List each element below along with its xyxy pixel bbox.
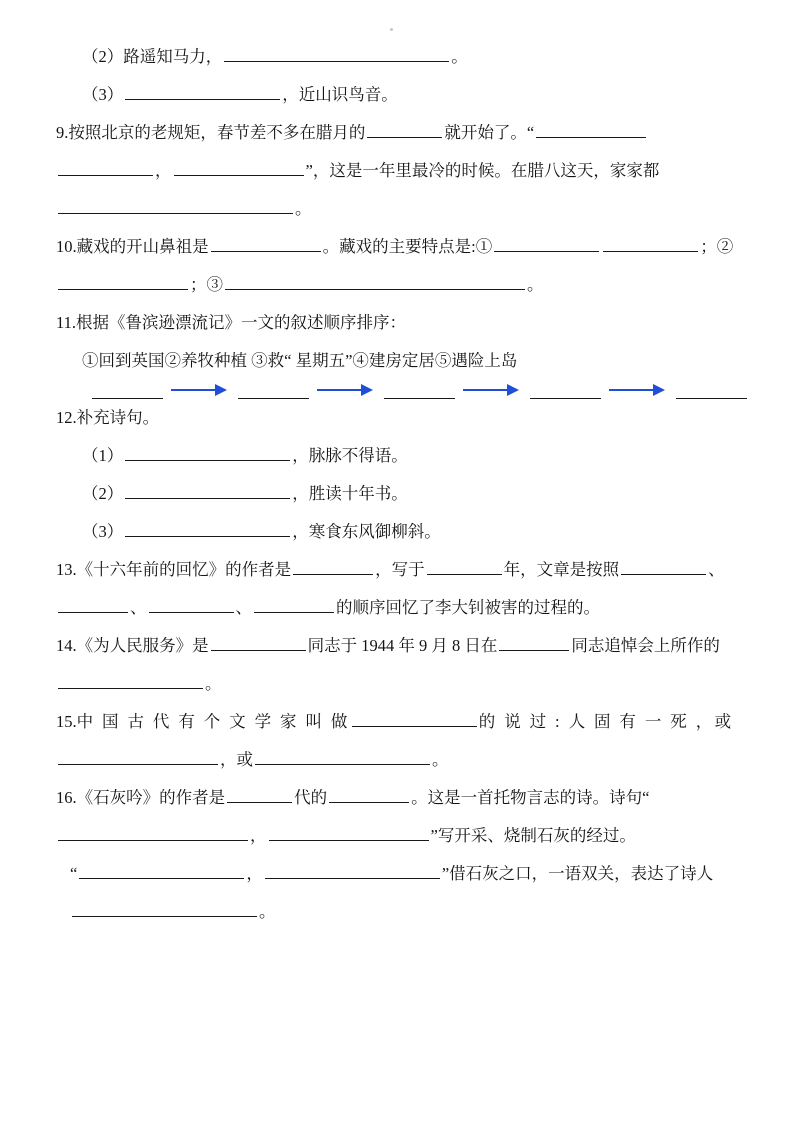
question-9-text-3: ， [155,161,172,180]
question-16-continued [56,855,747,931]
answer-blank[interactable] [352,710,477,728]
arrow-right-icon [609,382,668,398]
question-16-text-8: ”借石灰之口，一语双关，表达了诗人 [441,864,714,883]
answer-blank[interactable] [494,235,599,253]
question-2-suffix: 。 [451,47,468,66]
answer-blank[interactable] [269,824,429,842]
answer-blank[interactable] [125,83,280,101]
question-10-text-5: 。 [527,275,544,294]
answer-blank[interactable] [603,235,698,253]
answer-blank[interactable] [329,786,409,804]
question-2-line [56,38,747,76]
question-12-sub-1 [56,437,747,475]
question-10 [56,228,747,304]
question-14-number: 14. [56,636,77,655]
answer-blank[interactable] [293,558,373,576]
answer-blank[interactable] [227,786,292,804]
answer-blank[interactable] [125,444,290,462]
question-16-text-5: ”写开采、烧制石灰的经过。 [430,826,636,845]
question-9-text-1: 按照北京的老规矩，春节差不多在腊月的 [68,123,366,142]
answer-blank[interactable] [265,862,440,880]
question-10-text-4: ；③ [190,275,223,294]
sub-label: （3） [82,522,124,541]
order-slot-5[interactable] [676,380,747,399]
question-15-text-4: 。 [432,750,449,769]
question-10-text-1: 藏戏的开山鼻祖是 [76,237,209,256]
question-16-text-4: ， [250,826,267,845]
question-11-options-text: ①回到英国②养牧种植 ③救“ 星期五”④建房定居⑤遇险上岛 [82,351,518,370]
answer-blank[interactable] [536,121,646,139]
question-16-number: 16. [56,788,77,807]
question-16-text-3: 。这是一首托物言志的诗。诗句“ [411,788,650,807]
question-12-title [56,399,747,437]
sub-label: （2） [82,484,124,503]
answer-blank[interactable] [174,159,304,177]
question-12-number: 12. [56,408,77,427]
question-14-text-2: 同志于 1944 年 9 月 8 日在 [307,636,498,655]
question-10-text-2: 。藏戏的主要特点是:① [322,237,493,256]
question-9-text-2: 就开始了。“ [444,123,535,142]
order-slot-1[interactable] [92,380,163,399]
question-16-text-2: 代的 [294,788,328,807]
answer-blank[interactable] [224,45,449,63]
sub-text: ，胜读十年书。 [292,484,408,503]
answer-blank[interactable] [499,634,569,652]
question-9-text-5: 。 [295,199,312,218]
question-16-text-6: “ [70,864,78,883]
question-16-text-1: 《石灰吟》的作者是 [76,788,226,807]
question-3-line [56,76,747,114]
question-15-text-1: 中 国 古 代 有 个 文 学 家 叫 做 [76,712,350,731]
question-15-number: 15. [56,712,77,731]
question-11-title [56,304,747,342]
answer-blank[interactable] [211,634,306,652]
question-11-options [56,342,747,380]
answer-blank[interactable] [79,862,244,880]
question-9 [56,114,747,228]
order-slot-4[interactable] [530,380,601,399]
question-14 [56,627,747,703]
order-slot-2[interactable] [238,380,309,399]
answer-blank[interactable] [427,558,502,576]
arrow-right-icon [463,382,522,398]
question-10-text-3: ；② [700,237,734,256]
question-12-sub-3 [56,513,747,551]
answer-blank[interactable] [58,824,248,842]
answer-blank[interactable] [125,482,290,500]
question-15-text-3: ，或 [220,750,253,769]
question-11-number: 11. [56,313,77,332]
answer-blank[interactable] [621,558,706,576]
sub-text: ，寒食东风御柳斜。 [292,522,441,541]
order-slot-3[interactable] [384,380,455,399]
question-13-text-2: ，写于 [375,560,425,579]
question-16-text-9: 。 [259,902,276,921]
question-12-sub-2 [56,475,747,513]
question-11-text: 根据《鲁滨逊漂流记》一文的叙述顺序排序： [76,313,407,332]
question-13-text-7: 的顺序回忆了李大钊被害的过程的。 [336,598,600,617]
answer-blank[interactable] [125,520,290,538]
question-12-text: 补充诗句。 [76,408,160,427]
question-3-prefix: （3） [82,85,124,104]
answer-blank[interactable] [58,748,218,766]
answer-blank[interactable] [255,748,430,766]
question-9-number: 9. [56,123,69,142]
question-13-text-6: 、 [235,598,252,617]
question-13-text-4: 、 [708,560,725,579]
sub-text: ，脉脉不得语。 [292,446,408,465]
question-13-text-1: 《十六年前的回忆》的作者是 [76,560,292,579]
answer-blank[interactable] [254,596,334,614]
answer-blank[interactable] [58,273,188,291]
answer-blank[interactable] [211,235,321,253]
question-2-prefix: （2）路遥知马力， [82,47,223,66]
answer-blank[interactable] [367,121,442,139]
question-16 [56,779,747,855]
question-13-text-5: 、 [130,598,147,617]
question-10-number: 10. [56,237,77,256]
answer-blank[interactable] [225,273,525,291]
question-3-suffix: ，近山识鸟音。 [282,85,398,104]
question-13 [56,551,747,627]
question-13-text-3: 年，文章是按照 [503,560,620,579]
question-9-text-4: ”，这是一年里最冷的时候。在腊八这天，家家都 [305,161,660,180]
question-13-number: 13. [56,560,77,579]
question-14-text-1: 《为人民服务》是 [76,636,209,655]
answer-blank[interactable] [58,197,293,215]
question-14-text-4: 。 [205,674,222,693]
answer-blank[interactable] [72,900,257,918]
question-15-text-2: 的 说 过 : 人 固 有 一 死 ，或 [478,712,734,731]
question-16-text-7: ， [246,864,263,883]
page-dot-mark [390,28,393,31]
answer-blank[interactable] [58,672,203,690]
sub-label: （1） [82,446,124,465]
answer-blank[interactable] [149,596,234,614]
answer-blank[interactable] [58,159,153,177]
question-11-order-row [56,380,747,399]
answer-blank[interactable] [58,596,128,614]
arrow-right-icon [317,382,376,398]
question-14-text-3: 同志追悼会上所作的 [571,636,720,655]
question-15 [56,703,747,779]
arrow-right-icon [171,382,230,398]
